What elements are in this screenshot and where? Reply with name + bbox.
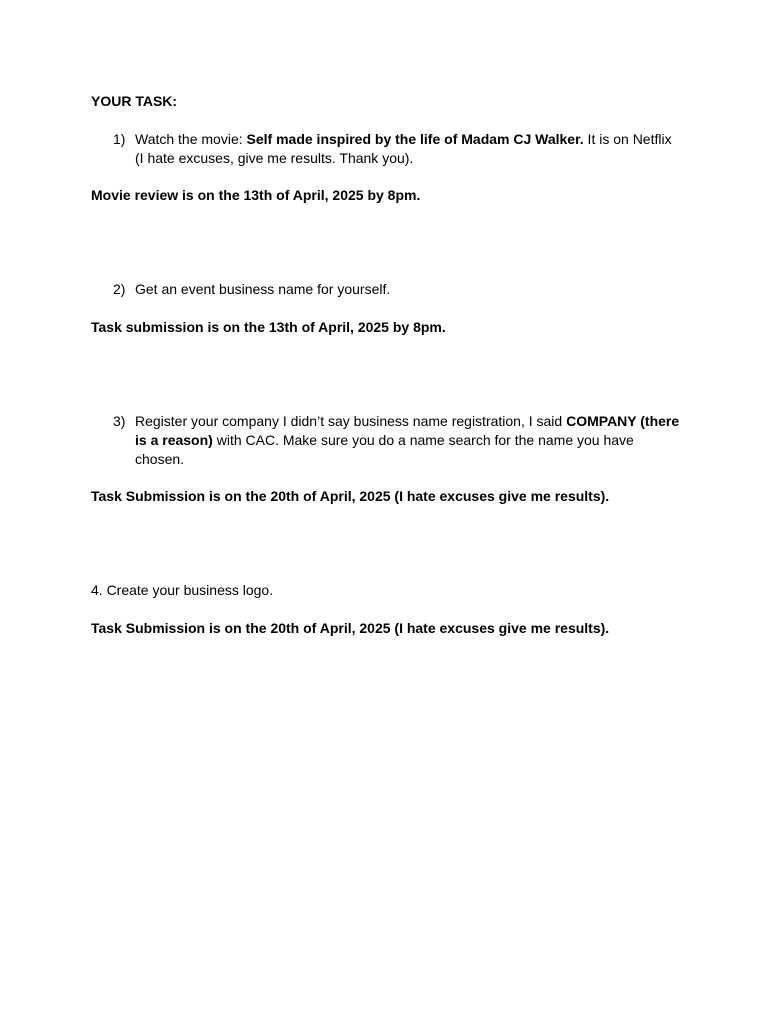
task-text-segment: with CAC. Make sure you do a name search for the name you have chosen. xyxy=(135,432,634,467)
task-text-segment: Register your company I didn’t say business name registration, I said xyxy=(135,413,567,429)
task-number: 3) xyxy=(113,413,126,429)
task-deadline-4: Task Submission is on the 20th of April, 2025 (I hate excuses give me results). xyxy=(91,620,610,636)
task-item-3 xyxy=(113,412,683,469)
task-number: 1) xyxy=(113,131,126,147)
task-heading: YOUR TASK: xyxy=(91,93,178,109)
task-text-segment-bold: COMPANY (there is a reason) xyxy=(135,413,680,448)
task-deadline-3: Task Submission is on the 20th of April, 2025 (I hate excuses give me results). xyxy=(91,488,610,504)
task-text-segment: It is on Netflix (I hate excuses, give me results. Thank you). xyxy=(135,131,672,166)
task-text-segment: Get an event business name for yourself. xyxy=(135,281,391,297)
task-text xyxy=(135,280,683,299)
task-text xyxy=(135,412,683,469)
task-item-2 xyxy=(113,280,683,299)
task-number: 2) xyxy=(113,281,126,297)
task-text-segment: Watch the movie: xyxy=(135,131,247,147)
task-deadline-1: Movie review is on the 13th of April, 2025 by 8pm. xyxy=(91,187,421,203)
task-item-1 xyxy=(113,130,683,168)
task-deadline-2: Task submission is on the 13th of April, 2025 by 8pm. xyxy=(91,319,446,335)
task-text xyxy=(135,130,683,168)
task-text-segment-bold: Self made inspired by the life of Madam CJ Walker. xyxy=(246,131,584,147)
task-item-4: 4. Create your business logo. xyxy=(91,582,274,598)
